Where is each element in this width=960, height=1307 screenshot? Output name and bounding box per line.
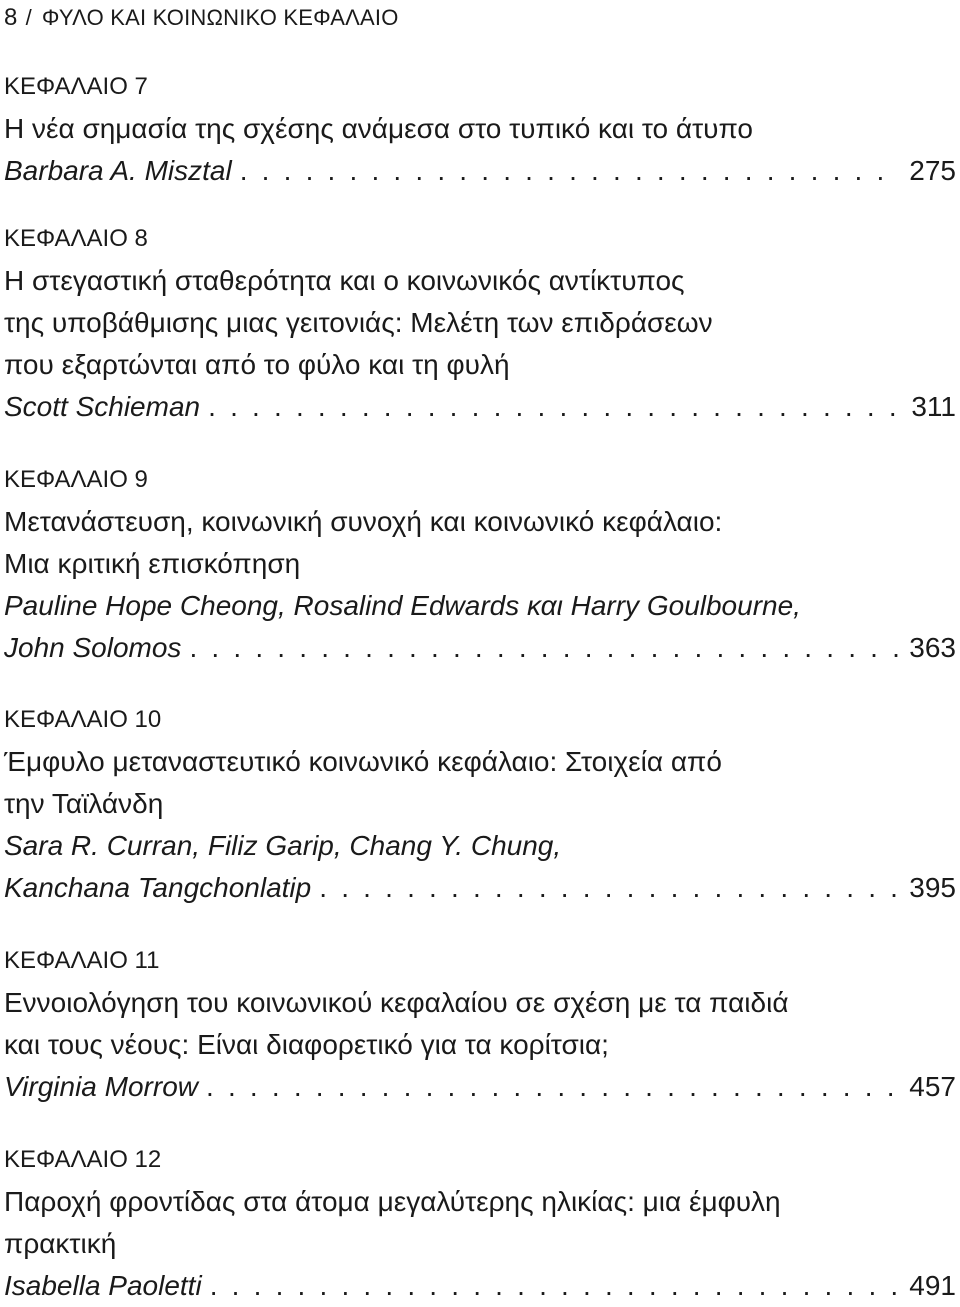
chapter-title: Μια κριτική επισκόπηση	[4, 548, 301, 579]
chapter-title: Μετανάστευση, κοινωνική συνοχή και κοινωνικό κεφάλαιο:	[4, 506, 723, 537]
toc-entry-chapter-10[interactable]	[4, 699, 956, 909]
author-line	[4, 386, 956, 428]
chapter-label: ΚΕΦΑΛΑΙΟ 9	[4, 466, 148, 493]
chapter-title: Η στεγαστική σταθερότητα και ο κοινωνικός αντίκτυπος	[4, 265, 685, 296]
toc-entry-chapter-9[interactable]	[4, 459, 956, 669]
toc-entry-chapter-7[interactable]	[4, 66, 956, 192]
chapter-page-number: 395	[909, 872, 956, 903]
chapter-label: ΚΕΦΑΛΑΙΟ 11	[4, 947, 160, 974]
leader-dots	[208, 386, 903, 428]
chapter-page-number: 457	[909, 1071, 956, 1102]
author-line	[4, 1265, 956, 1307]
chapter-page-number: 363	[909, 632, 956, 663]
chapter-author: Scott Schieman	[4, 391, 201, 422]
leader-dots	[240, 150, 902, 192]
author-line	[4, 867, 956, 909]
chapter-title: την Ταϊλάνδη	[4, 788, 164, 819]
chapter-title: της υποβάθμισης μιας γειτονιάς: Μελέτη των επιδράσεων	[4, 307, 713, 338]
chapter-title: Η νέα σημασία της σχέσης ανάμεσα στο τυπικό και το άτυπο	[4, 113, 753, 144]
chapter-author: Sara R. Curran, Filiz Garip, Chang Y. Chung,	[4, 830, 562, 861]
toc-entry-chapter-11[interactable]	[4, 940, 956, 1108]
chapter-author: Isabella Paoletti	[4, 1270, 202, 1301]
chapter-title: Εννοιολόγηση του κοινωνικού κεφαλαίου σε σχέση με τα παιδιά	[4, 987, 789, 1018]
author-line	[4, 150, 956, 192]
chapter-author: Barbara A. Misztal	[4, 155, 232, 186]
chapter-author: Virginia Morrow	[4, 1071, 198, 1102]
leader-dots	[210, 1265, 902, 1307]
chapter-title: και τους νέους: Είναι διαφορετικό για τα κορίτσια;	[4, 1029, 609, 1060]
chapter-title: Παροχή φροντίδας στα άτομα μεγαλύτερης ηλικίας: μια έμφυλη	[4, 1186, 781, 1217]
page-number: 8	[4, 4, 18, 31]
chapter-author: Pauline Hope Cheong, Rosalind Edwards και Harry Goulbourne,	[4, 590, 801, 621]
author-line	[4, 1066, 956, 1108]
chapter-label: ΚΕΦΑΛΑΙΟ 8	[4, 225, 148, 252]
leader-dots	[206, 1066, 901, 1108]
chapter-label: ΚΕΦΑΛΑΙΟ 12	[4, 1146, 162, 1173]
running-header	[4, 4, 399, 32]
chapter-page-number: 311	[911, 391, 956, 422]
chapter-label: ΚΕΦΑΛΑΙΟ 7	[4, 73, 148, 100]
chapter-author: Kanchana Tangchonlatip	[4, 872, 312, 903]
leader-dots	[319, 867, 901, 909]
chapter-page-number: 491	[909, 1270, 956, 1301]
toc-entry-chapter-8[interactable]	[4, 218, 956, 428]
toc-entry-chapter-12[interactable]	[4, 1139, 956, 1307]
chapter-title: που εξαρτώνται από το φύλο και τη φυλή	[4, 349, 510, 380]
chapter-page-number: 275	[909, 155, 956, 186]
header-separator: /	[25, 5, 32, 30]
chapter-title: πρακτική	[4, 1228, 117, 1259]
chapter-title: Έμφυλο μεταναστευτικό κοινωνικό κεφάλαιο: Στοιχεία από	[4, 746, 722, 777]
leader-dots	[189, 627, 901, 669]
author-line	[4, 627, 956, 669]
running-title: ΦΥΛΟ ΚΑΙ ΚΟΙΝΩΝΙΚΟ ΚΕΦΑΛΑΙΟ	[41, 5, 399, 30]
chapter-author: John Solomos	[4, 632, 182, 663]
chapter-label: ΚΕΦΑΛΑΙΟ 10	[4, 706, 162, 733]
